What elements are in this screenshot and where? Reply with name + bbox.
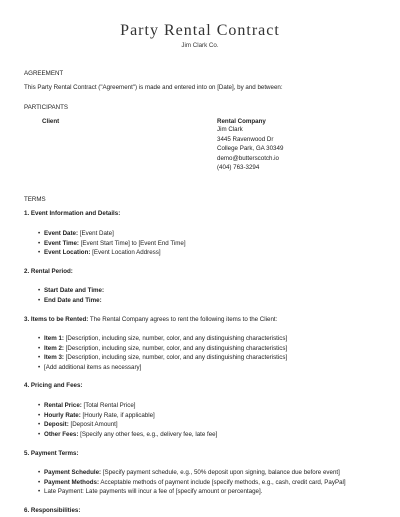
list-item: • Item 2: [Description, including size, number, color, and any distinguishing characteristics] bbox=[44, 345, 287, 353]
list-item: • Deposit: [Deposit Amount] bbox=[44, 421, 118, 429]
section-1-title: 1. Event Information and Details: bbox=[24, 210, 121, 217]
list-item: • Other Fees: [Specify any other fees, e.g., delivery fee, late fee] bbox=[44, 431, 217, 439]
company-name: Jim Clark Co. bbox=[181, 42, 219, 49]
rental-company-label: Rental Company bbox=[217, 118, 266, 125]
section-2-title: 2. Rental Period: bbox=[24, 268, 73, 275]
list-item: • Payment Methods: Acceptable methods of payment include [specify methods, e.g., cash, credit card, PayPal] bbox=[44, 479, 346, 487]
rental-company-details bbox=[217, 125, 283, 173]
section-4-title: 4. Pricing and Fees: bbox=[24, 382, 83, 389]
company-phone: (404) 763-3294 bbox=[217, 164, 260, 172]
list-item: • Event Date: [Event Date] bbox=[44, 230, 114, 238]
list-item: • Late Payment: Late payments will incur a fee of [specify amount or percentage]. bbox=[44, 488, 262, 496]
list-item: • [Add additional items as necessary] bbox=[44, 364, 141, 372]
company-contact-name: Jim Clark bbox=[217, 126, 243, 133]
company-email: demo@butterscotch.io bbox=[217, 154, 279, 162]
section-3-heading bbox=[24, 316, 277, 324]
list-item: • Hourly Rate: [Hourly Rate, if applicable] bbox=[44, 412, 155, 420]
list-item: • Payment Schedule: [Specify payment schedule, e.g., 50% deposit upon signing, balance due before event] bbox=[44, 469, 340, 477]
agreement-text: This Party Rental Contract ("Agreement") is made and entered into on [Date], by and between: bbox=[24, 84, 283, 91]
terms-heading: TERMS bbox=[24, 196, 46, 203]
list-item: • Event Location: [Event Location Address] bbox=[44, 249, 161, 257]
list-item: • Rental Price: [Total Rental Price] bbox=[44, 402, 135, 410]
document-title: Party Rental Contract bbox=[120, 22, 280, 39]
company-street: 3445 Ravenwood Dr bbox=[217, 135, 274, 143]
section-6-title: 6. Responsibilities: bbox=[24, 507, 81, 514]
section-3-intro: The Rental Company agrees to rent the following items to the Client: bbox=[88, 316, 278, 323]
agreement-heading: AGREEMENT bbox=[24, 70, 64, 77]
participants-heading: PARTICIPANTS bbox=[24, 104, 69, 111]
list-item: • Start Date and Time: bbox=[44, 287, 104, 295]
company-city: College Park, GA 30349 bbox=[217, 145, 284, 153]
list-item: • End Date and Time: bbox=[44, 297, 102, 305]
client-label: Client bbox=[42, 118, 60, 125]
section-3-title: 3. Items to be Rented: bbox=[24, 316, 89, 323]
section-5-title: 5. Payment Terms: bbox=[24, 450, 79, 457]
list-item: • Event Time: [Event Start Time] to [Event End Time] bbox=[44, 240, 186, 248]
list-item: • Item 3: [Description, including size, number, color, and any distinguishing characteristics] bbox=[44, 354, 287, 362]
list-item: • Item 1: [Description, including size, number, color, and any distinguishing characteristics] bbox=[44, 335, 287, 343]
